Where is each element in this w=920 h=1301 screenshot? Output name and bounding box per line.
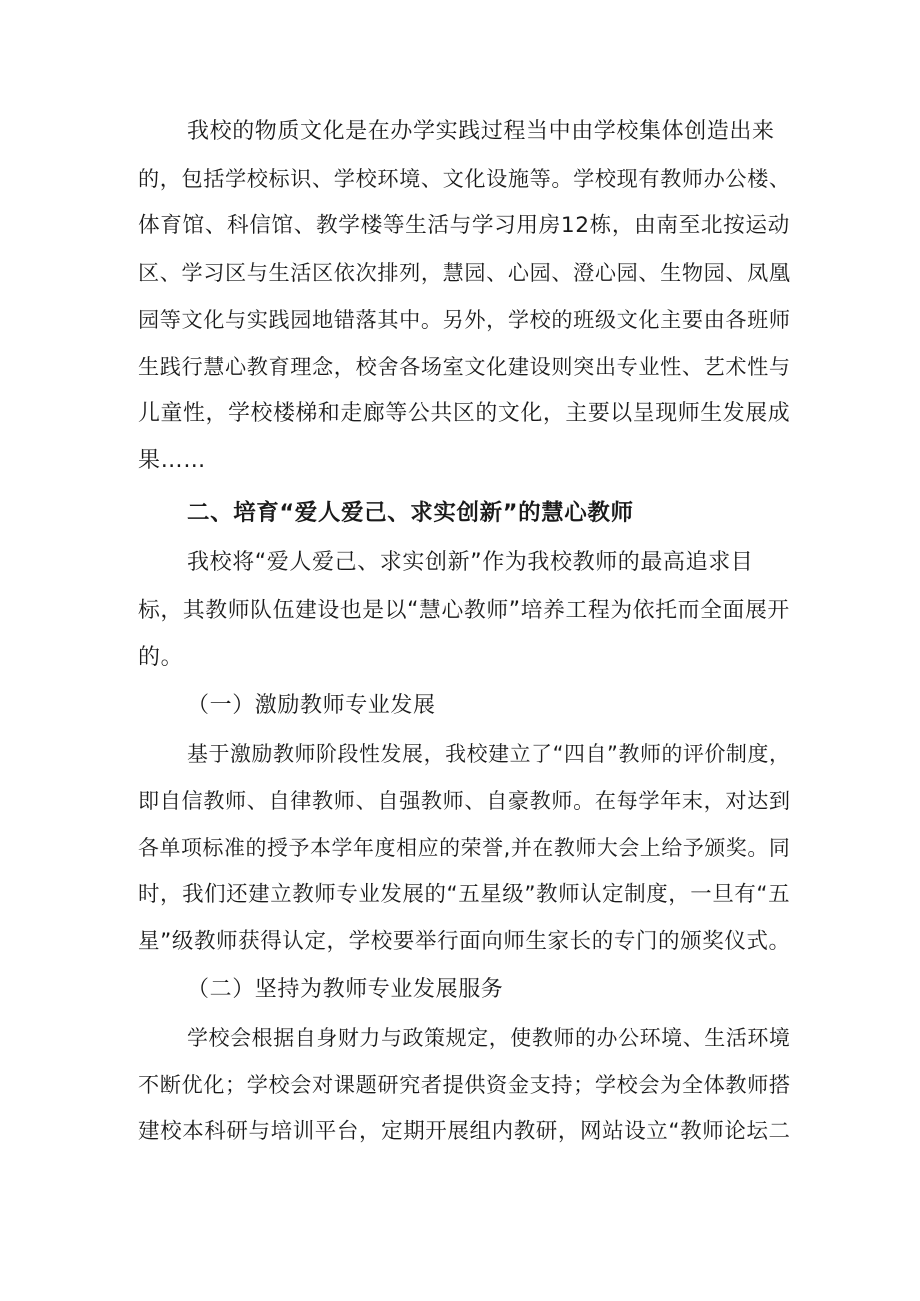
- paragraph-1-line-5: 园等文化与实践园地错落其中。另外，学校的班级文化主要由各班师: [138, 307, 791, 332]
- paragraph-3-line-1: 基于激励教师阶段性发展，我校建立了“四自”教师的评价制度，: [187, 742, 791, 766]
- paragraph-1-line-8: 果……: [138, 448, 206, 473]
- paragraph-2-line-3: 的。: [138, 645, 184, 670]
- paragraph-1-line-4: 区、学习区与生活区依次排列，慧园、心园、澄心园、生物园、凤凰: [138, 260, 791, 285]
- subheading-2: （二）坚持为教师专业发展服务: [187, 977, 504, 1002]
- paragraph-2-line-2: 标，其教师队伍建设也是以“慧心教师”培养工程为依托而全面展开: [138, 598, 790, 623]
- section-heading-2: 二、培育“爱人爱己、求实创新”的慧心教师: [187, 500, 634, 526]
- paragraph-4-line-2: 不断优化；学校会对课题研究者提供资金支持；学校会为全体教师搭: [138, 1072, 791, 1097]
- paragraph-3-line-2: 即自信教师、自律教师、自强教师、自豪教师。在每学年末，对达到: [138, 788, 791, 813]
- paragraph-1-line-2: 的，包括学校标识、学校环境、文化设施等。学校现有教师办公楼、: [138, 166, 791, 191]
- paragraph-4-line-1: 学校会根据自身财力与政策规定，使教师的办公环境、生活环境: [187, 1026, 791, 1050]
- subheading-1: （一）激励教师专业发展: [187, 693, 436, 718]
- paragraph-1-line-6: 生践行慧心教育理念，校舍各场室文化建设则突出专业性、艺术性与: [138, 354, 791, 379]
- paragraph-3-line-3: 各单项标准的授予本学年度相应的荣誉,并在教师大会上给予颁奖。同: [138, 836, 791, 860]
- paragraph-1-line-7: 儿童性，学校楼梯和走廊等公共区的文化，主要以呈现师生发展成: [138, 401, 791, 426]
- paragraph-3-line-5: 星”级教师获得认定，学校要举行面向师生家长的专门的颁奖仪式。: [138, 929, 791, 954]
- paragraph-1-line-3: 体育馆、科信馆、教学楼等生活与学习用房12栋，由南至北按运动: [138, 213, 790, 238]
- paragraph-1-line-1: 我校的物质文化是在办学实践过程当中由学校集体创造出来: [187, 119, 775, 144]
- paragraph-2-line-1: 我校将“爱人爱己、求实创新”作为我校教师的最高追求目: [187, 550, 754, 575]
- paragraph-4-line-3: 建校本科研与培训平台，定期开展组内教研，网站设立“教师论坛二: [138, 1119, 791, 1144]
- paragraph-3-line-4: 时，我们还建立教师专业发展的“五星级”教师认定制度，一旦有“五: [138, 882, 791, 907]
